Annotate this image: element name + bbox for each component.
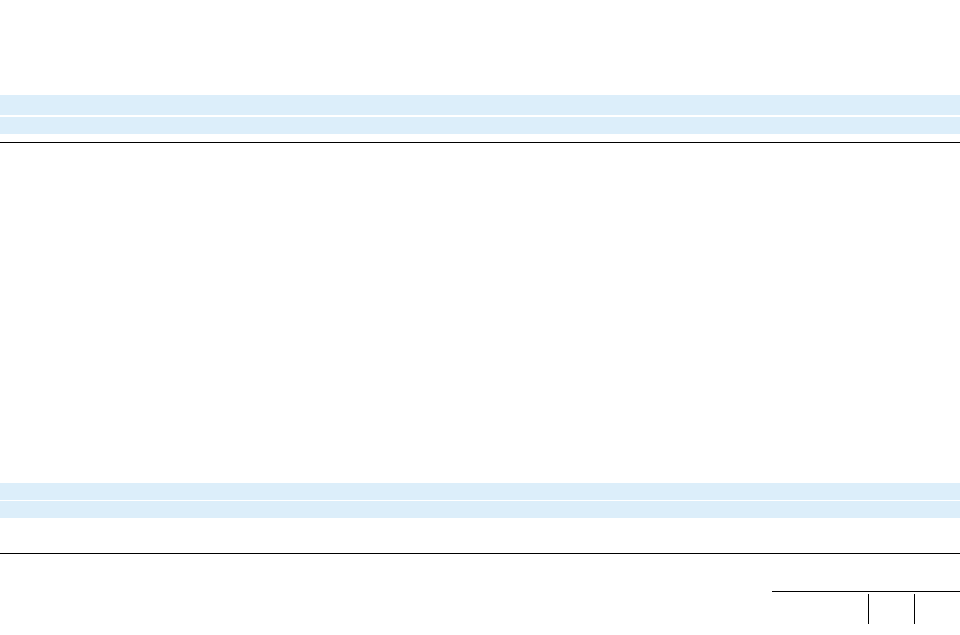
year-separator [914,594,915,624]
year-separator [868,594,869,624]
divider-band [0,95,960,115]
divider-band [0,483,960,500]
divider-band [0,501,960,518]
divider-band [0,117,960,134]
section-rule [0,142,960,143]
eu-rule [772,591,960,592]
section-rule [0,553,960,554]
